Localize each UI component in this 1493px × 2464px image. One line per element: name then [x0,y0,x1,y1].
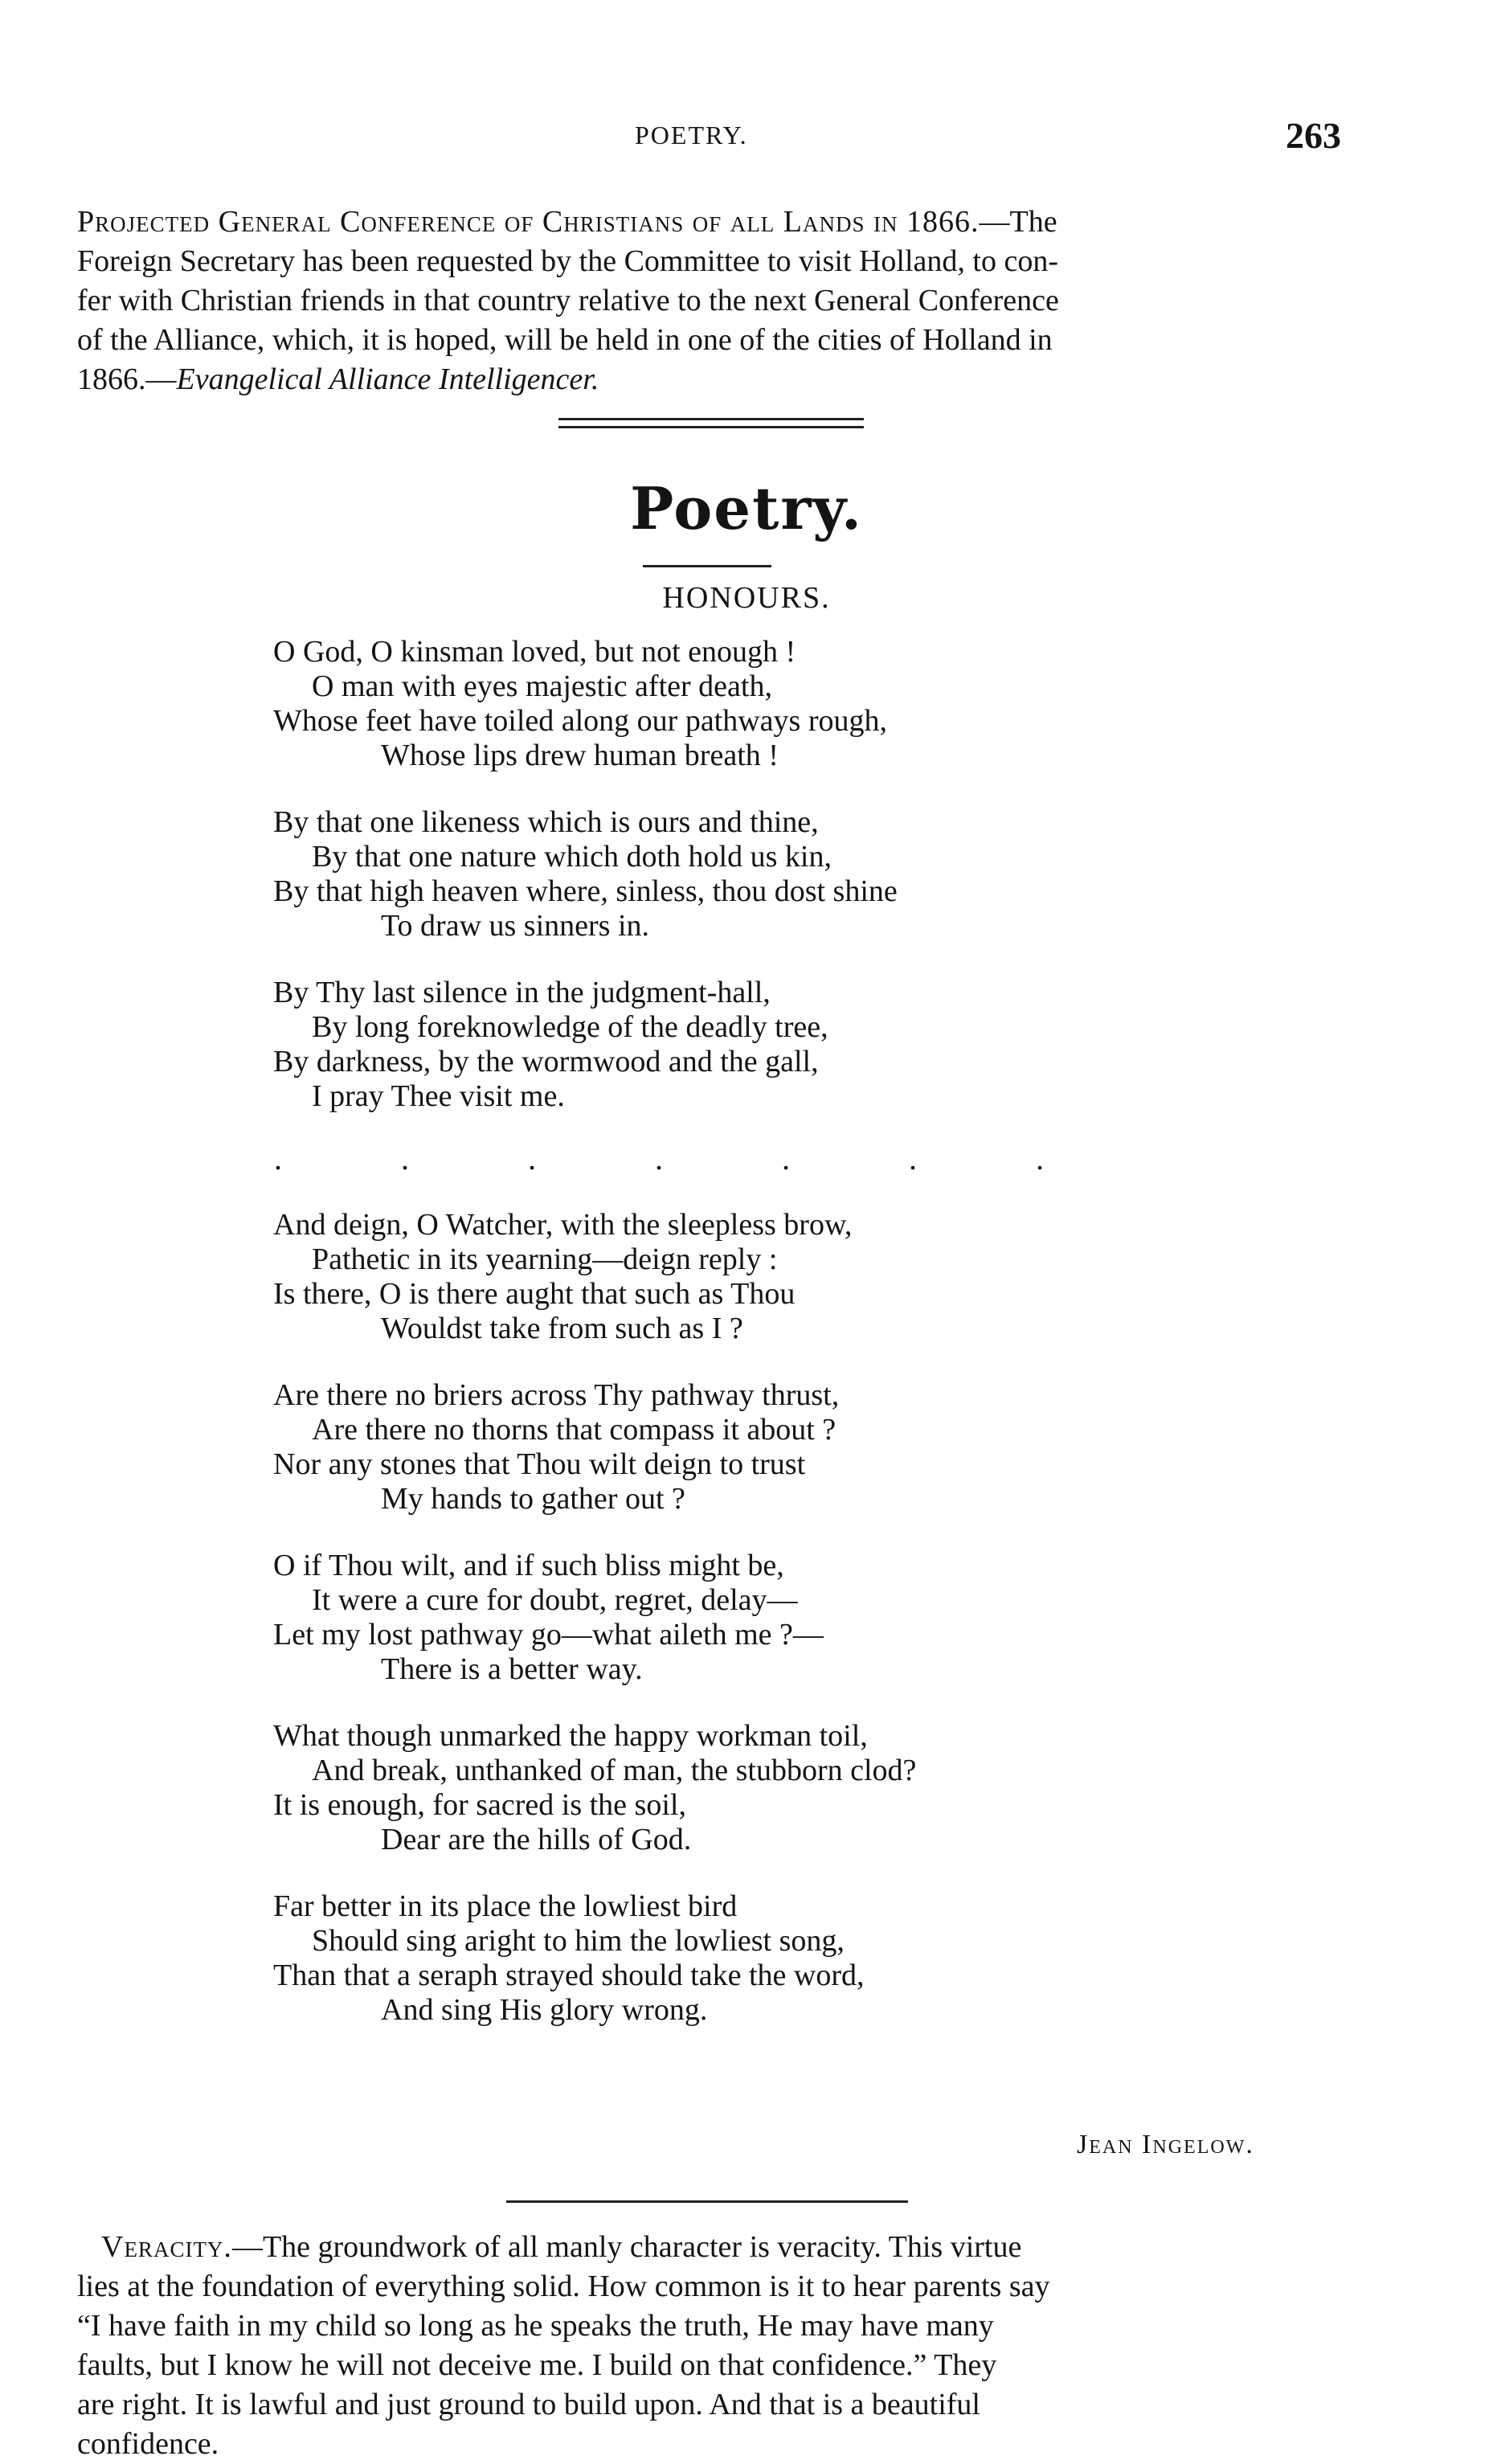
verse-line: It were a cure for doubt, regret, delay— [312,1583,798,1617]
verse-line: Nor any stones that Thou wilt deign to trust [273,1447,806,1481]
verse-line: Far better in its place the lowliest bird [273,1889,738,1923]
paragraph-line: Projected General Conference of Christians of all Lands in 1866.—The [77,205,1057,239]
paragraph-line: Veracity.—The groundwork of all manly character is veracity. This virtue [101,2230,1022,2264]
double-rule-divider [558,418,864,434]
stanza [273,1889,1318,2028]
stanza [273,635,1318,773]
paragraph-lead: Veracity. [101,2230,232,2264]
verse-line: Whose feet have toiled along our pathways rough, [273,704,887,738]
paragraph-line: of the Alliance, which, it is hoped, will be held in one of the cities of Holland in [77,323,1053,357]
page-number: 263 [1286,115,1341,156]
running-head-title: POETRY. [635,121,748,149]
stanza [273,1719,1318,1857]
verse-line: To draw us sinners in. [381,909,650,943]
heading-rule [643,565,771,567]
verse-line: My hands to gather out ? [381,1482,685,1516]
verse-line: Dear are the hills of God. [381,1823,692,1856]
verse-line: I pray Thee visit me. [312,1079,565,1113]
verse-line: By that high heaven where, sinless, thou dost shine [273,874,898,908]
paragraph-line: confidence. [77,2427,219,2461]
poem-author: Jean Ingelow. [1077,2130,1254,2159]
verse-line: By darkness, by the wormwood and the gall, [273,1045,819,1079]
verse-line: By Thy last silence in the judgment-hall, [273,976,771,1009]
verse-line: What though unmarked the happy workman toil, [273,1719,868,1753]
stanza [273,1208,1318,1346]
verse-line: It is enough, for sacred is the soil, [273,1788,686,1822]
paragraph-line: are right. It is lawful and just ground to build upon. And that is a beautiful [77,2388,980,2421]
running-head [0,115,1493,169]
stanza [273,1549,1318,1687]
verse-line: By that one nature which doth hold us kin, [312,840,832,874]
stanza [273,805,1318,943]
verse-line: Should sing aright to him the lowliest song, [312,1924,845,1958]
verse-line: By long foreknowledge of the deadly tree, [312,1010,828,1044]
verse-line: And deign, O Watcher, with the sleepless brow, [273,1208,853,1242]
section-divider-rule [506,2200,908,2203]
paragraph-line: 1866.—Evangelical Alliance Intelligencer. [77,362,599,396]
paragraph-line: Foreign Secretary has been requested by the Committee to visit Holland, to con- [77,244,1058,278]
source-citation: Evangelical Alliance Intelligencer. [176,362,599,396]
verse-line: Are there no briers across Thy pathway thrust, [273,1378,840,1412]
veracity-paragraph [77,2228,1379,2464]
poem-body [273,635,1318,2060]
verse-line: O if Thou wilt, and if such bliss might be, [273,1549,784,1582]
verse-line: There is a better way. [381,1652,643,1686]
verse-line: And sing His glory wrong. [381,1993,708,2027]
verse-line: Than that a seraph strayed should take the word, [273,1959,865,1992]
verse-line: And break, unthanked of man, the stubborn clod? [312,1754,917,1787]
paragraph-line: lies at the foundation of everything solid. How common is it to hear parents say [77,2270,1050,2303]
conference-paragraph [77,203,1379,399]
stanza [273,1378,1318,1516]
verse-line: Is there, O is there aught that such as Thou [273,1277,796,1311]
verse-line: By that one likeness which is ours and thine, [273,805,819,839]
verse-line: O God, O kinsman loved, but not enough ! [273,635,796,669]
verse-line: Pathetic in its yearning—deign reply : [312,1242,778,1276]
paragraph-line: “I have faith in my child so long as he speaks the truth, He may have many [77,2309,994,2343]
paragraph-line: faults, but I know he will not deceive me. I build on that confidence.” They [77,2348,997,2382]
verse-line: Are there no thorns that compass it about ? [312,1413,836,1447]
verse-line: Let my lost pathway go—what aileth me ?— [273,1618,824,1652]
stanza [273,976,1318,1114]
stanza-ellipsis: . . . . . . . [274,1140,1044,1177]
verse-line: O man with eyes majestic after death, [312,669,772,703]
paragraph-lead: Projected General Conference of Christians of all Lands in 1866. [77,205,980,239]
paragraph-line: fer with Christian friends in that country relative to the next General Conference [77,284,1059,317]
section-heading: Poetry. [630,474,863,542]
poem-title: HONOURS. [662,581,831,615]
verse-line: Whose lips drew human breath ! [381,739,779,772]
verse-line: Wouldst take from such as I ? [381,1312,743,1345]
